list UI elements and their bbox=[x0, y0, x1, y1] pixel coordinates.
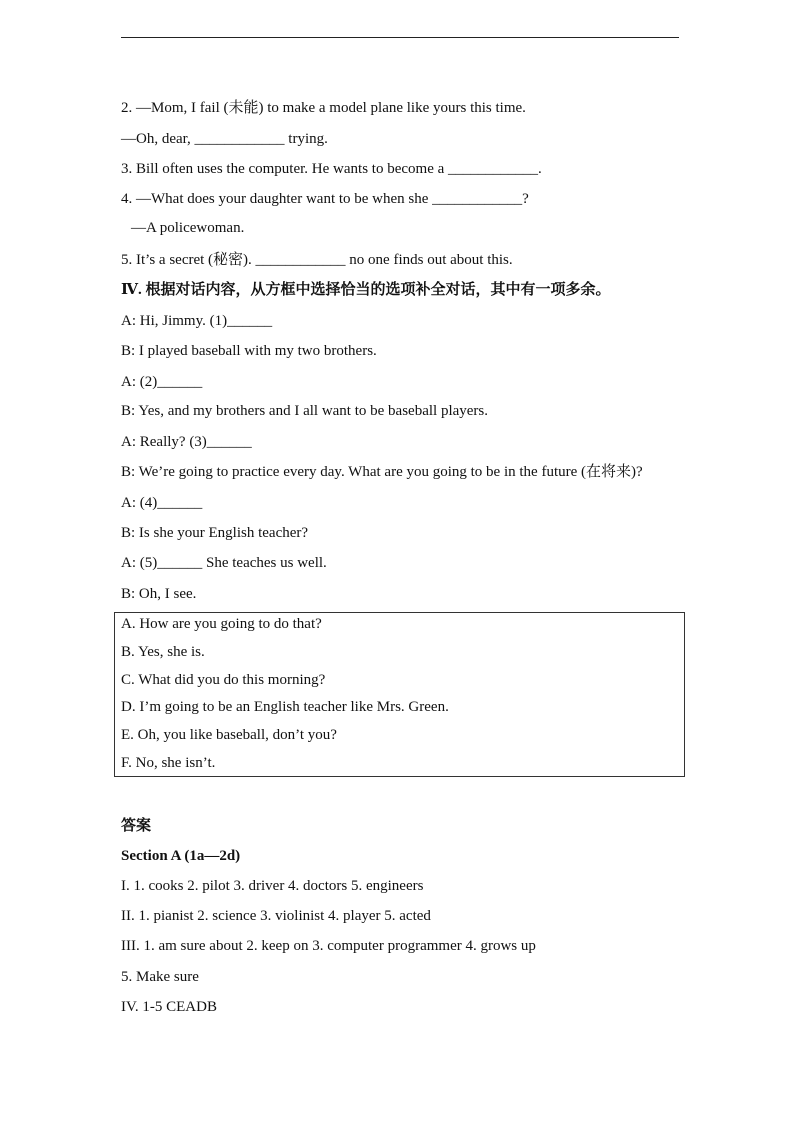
answers-title: 答案 bbox=[121, 818, 152, 834]
dialogue-line: A: (5)______ She teaches us well. bbox=[121, 555, 327, 571]
header-rule bbox=[121, 37, 679, 38]
section-4-title: Ⅳ. 根据对话内容，从方框中选择恰当的选项补全对话，其中有一项多余。 bbox=[121, 282, 611, 298]
question-2-response: —Oh, dear, ____________ trying. bbox=[121, 131, 328, 147]
answer-line: II. 1. pianist 2. science 3. violinist 4. player 5. acted bbox=[121, 908, 431, 924]
answer-line: III. 1. am sure about 2. keep on 3. computer programmer 4. grows up bbox=[121, 938, 536, 954]
dialogue-line: A: Hi, Jimmy. (1)______ bbox=[121, 313, 273, 329]
dialogue-line: B: We’re going to practice every day. What are you going to be in the future (在将来)? bbox=[121, 464, 643, 480]
dialogue-line: B: Yes, and my brothers and I all want to be baseball players. bbox=[121, 403, 489, 419]
answers-section-heading: Section A (1a—2d) bbox=[121, 848, 241, 864]
option-c: C. What did you do this morning? bbox=[121, 672, 326, 688]
question-3: 3. Bill often uses the computer. He wants to become a ____________. bbox=[121, 161, 542, 177]
option-d: D. I’m going to be an English teacher like Mrs. Green. bbox=[121, 699, 449, 715]
question-5: 5. It’s a secret (秘密). ____________ no one finds out about this. bbox=[121, 252, 513, 268]
options-box bbox=[114, 612, 685, 777]
option-f: F. No, she isn’t. bbox=[121, 755, 216, 771]
question-4-response: —A policewoman. bbox=[131, 220, 245, 236]
dialogue-line: B: Is she your English teacher? bbox=[121, 525, 309, 541]
answer-line: 5. Make sure bbox=[121, 969, 199, 985]
dialogue-line: A: (2)______ bbox=[121, 374, 203, 390]
dialogue-line: B: I played baseball with my two brothers. bbox=[121, 343, 377, 359]
dialogue-line: A: Really? (3)______ bbox=[121, 434, 252, 450]
answer-line: I. 1. cooks 2. pilot 3. driver 4. doctors 5. engineers bbox=[121, 878, 424, 894]
option-b: B. Yes, she is. bbox=[121, 644, 205, 660]
answer-line: IV. 1-5 CEADB bbox=[121, 999, 217, 1015]
question-4-prompt: 4. —What does your daughter want to be when she ____________? bbox=[121, 191, 529, 207]
dialogue-line: A: (4)______ bbox=[121, 495, 203, 511]
option-e: E. Oh, you like baseball, don’t you? bbox=[121, 727, 337, 743]
question-2-prompt: 2. —Mom, I fail (未能) to make a model plane like yours this time. bbox=[121, 100, 526, 116]
dialogue-line: B: Oh, I see. bbox=[121, 586, 197, 602]
option-a: A. How are you going to do that? bbox=[121, 616, 322, 632]
